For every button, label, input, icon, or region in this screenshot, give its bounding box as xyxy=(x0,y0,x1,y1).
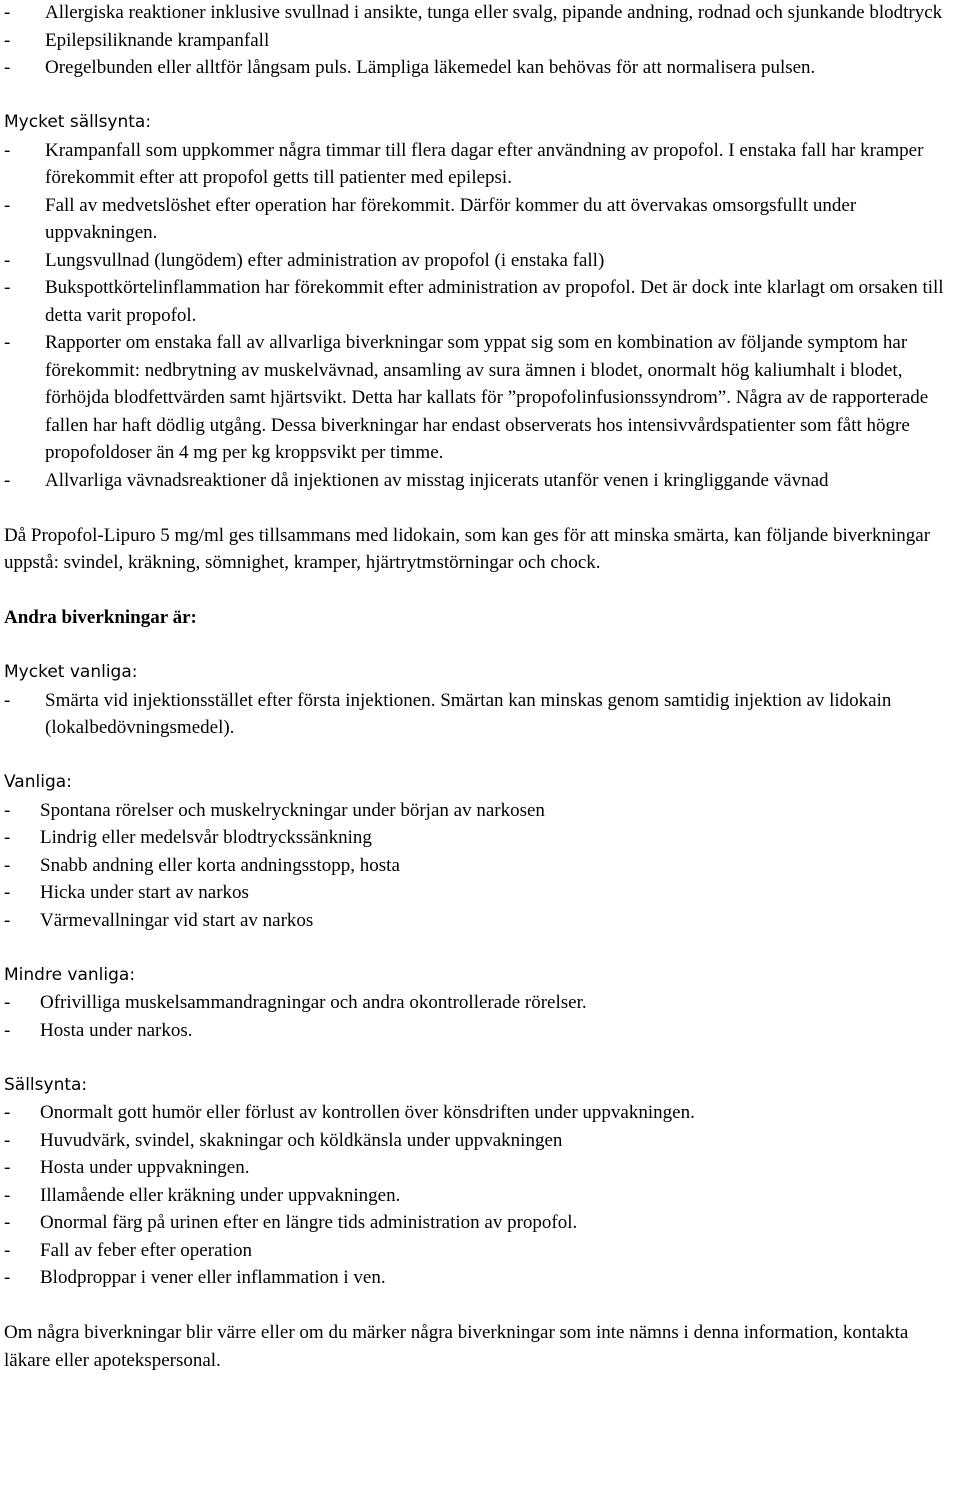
list-item xyxy=(4,274,954,329)
list-item-text: Fall av feber efter operation xyxy=(40,1239,253,1261)
list-item-text: Fall av medvetslöshet efter operation har förekommit. Därför kommer du att övervakas omsorgsfullt under uppvakningen. xyxy=(45,194,857,243)
list-item xyxy=(4,137,954,192)
list-item xyxy=(4,852,954,880)
list-item-text: Ofrivilliga muskelsammandragningar och andra okontrollerade rörelser. xyxy=(40,992,587,1013)
bullet-dash: - xyxy=(4,854,11,876)
bullet-dash: - xyxy=(4,827,11,848)
list-item-text: Onormalt gott humör eller förlust av kontrollen över könsdriften under uppvakningen. xyxy=(40,1102,695,1123)
list-item-text: Snabb andning eller korta andningsstopp, hosta xyxy=(40,854,400,876)
list-item xyxy=(4,1264,954,1292)
list-item-text: Allergiska reaktioner inklusive svullnad i ansikte, tunga eller svalg, pipande andning, rodnad och sjunkande blodtryck xyxy=(45,2,943,23)
list-item-text: Hicka under start av narkos xyxy=(40,882,249,903)
very-rare-heading: Mycket sällsynta: xyxy=(4,112,152,132)
list-item xyxy=(4,0,954,27)
bullet-dash: - xyxy=(4,799,11,821)
list-item xyxy=(4,467,954,495)
list-item-text: Smärta vid injektionsstället efter första injektionen. Smärtan kan minskas genom samtidig injektion av lidokain (lokalbedövningsmedel). xyxy=(45,689,892,738)
document-page xyxy=(4,0,954,1374)
bullet-dash: - xyxy=(4,1239,11,1261)
top-list xyxy=(4,0,954,82)
bullet-dash: - xyxy=(4,992,11,1013)
list-item xyxy=(4,247,954,275)
list-item xyxy=(4,1099,954,1127)
very-common-list xyxy=(4,687,954,742)
uncommon-list xyxy=(4,989,954,1044)
bullet-dash: - xyxy=(4,139,11,161)
list-item xyxy=(4,824,954,852)
list-item xyxy=(4,907,954,935)
list-item-text: Rapporter om enstaka fall av allvarliga biverkningar som yppat sig som en kombination av följande symptom har förekommit: nedbrytning av muskelvävnad, ansamling av sura ämnen i blodet, onormalt hög kaliumhalt i blodet, förhöjda blodfettvärden samt hjärtsvikt. Detta har kallats för ”propofolinfusionssyndrom”. Några av de rapporterade fallen har haft dödlig utgång. Dessa biverkningar har endast observerats hos intensivvårdspatienter som fått högre propofoldoser än 4 mg per kg kroppsvikt per timme. xyxy=(45,332,929,463)
bullet-dash: - xyxy=(4,249,11,271)
list-item xyxy=(4,329,954,467)
list-item xyxy=(4,1209,954,1237)
list-item-text: Illamående eller kräkning under uppvakningen. xyxy=(40,1184,401,1206)
list-item-text: Värmevallningar vid start av narkos xyxy=(40,909,314,931)
common-list xyxy=(4,797,954,935)
list-item-text: Hosta under uppvakningen. xyxy=(40,1157,250,1178)
bullet-dash: - xyxy=(4,689,11,711)
rare-list xyxy=(4,1099,954,1292)
list-item xyxy=(4,1237,954,1265)
bullet-dash: - xyxy=(4,1212,11,1233)
list-item xyxy=(4,687,954,742)
list-item-text: Lindrig eller medelsvår blodtryckssänkning xyxy=(40,827,372,848)
very-common-heading: Mycket vanliga: xyxy=(4,662,138,682)
list-item-text: Krampanfall som uppkommer några timmar till flera dagar efter användning av propofol. I enstaka fall har kramper förekommit efter att propofol getts till patienter med epilepsi. xyxy=(45,139,924,188)
list-item xyxy=(4,1182,954,1210)
list-item xyxy=(4,1017,954,1045)
list-item-text: Bukspottkörtelinflammation har förekommit efter administration av propofol. Det är dock inte klarlagt om orsaken till detta varit propofol. xyxy=(45,277,944,326)
bullet-dash: - xyxy=(4,1267,11,1288)
other-side-effects-heading: Andra biverkningar är: xyxy=(4,607,197,628)
bullet-dash: - xyxy=(4,1184,11,1206)
bullet-dash: - xyxy=(4,57,11,78)
bullet-dash: - xyxy=(4,1129,11,1151)
bullet-dash: - xyxy=(4,1157,11,1178)
rare-heading: Sällsynta: xyxy=(4,1074,88,1095)
list-item xyxy=(4,1154,954,1182)
list-item-text: Spontana rörelser och muskelryckningar under början av narkosen xyxy=(40,799,545,821)
bullet-dash: - xyxy=(4,194,11,216)
lidocaine-paragraph: Då Propofol-Lipuro 5 mg/ml ges tillsammans med lidokain, som kan ges för att minska smärta, kan följande biverkningar uppstå: svindel, kräkning, sömnighet, kramper, hjärtrytmstörningar och chock. xyxy=(4,524,931,573)
bullet-dash: - xyxy=(4,469,11,491)
list-item-text: Onormal färg på urinen efter en längre tids administration av propofol. xyxy=(40,1212,578,1233)
list-item xyxy=(4,27,954,55)
list-item xyxy=(4,797,954,825)
list-item-text: Allvarliga vävnadsreaktioner då injektionen av misstag injicerats utanför venen i kringliggande vävnad xyxy=(45,469,829,491)
bullet-dash: - xyxy=(4,909,11,931)
list-item-text: Oregelbunden eller alltför långsam puls. Lämpliga läkemedel kan behövas för att normalisera pulsen. xyxy=(45,57,816,78)
list-item xyxy=(4,989,954,1017)
very-rare-list xyxy=(4,137,954,495)
list-item xyxy=(4,1127,954,1155)
list-item xyxy=(4,54,954,82)
common-heading: Vanliga: xyxy=(4,772,72,792)
bullet-dash: - xyxy=(4,29,11,51)
bullet-dash: - xyxy=(4,1102,11,1123)
list-item xyxy=(4,192,954,247)
list-item-text: Epilepsiliknande krampanfall xyxy=(45,29,270,51)
list-item-text: Lungsvullnad (lungödem) efter administration av propofol (i enstaka fall) xyxy=(45,249,605,271)
closing-paragraph: Om några biverkningar blir värre eller om du märker några biverkningar som inte nämns i denna information, kontakta läkare eller apotekspersonal. xyxy=(4,1322,909,1371)
list-item-text: Huvudvärk, svindel, skakningar och köldkänsla under uppvakningen xyxy=(40,1129,563,1151)
bullet-dash: - xyxy=(4,882,11,903)
bullet-dash: - xyxy=(4,332,11,353)
list-item-text: Blodproppar i vener eller inflammation i ven. xyxy=(40,1267,386,1288)
uncommon-heading: Mindre vanliga: xyxy=(4,964,136,985)
bullet-dash: - xyxy=(4,277,11,298)
bullet-dash: - xyxy=(4,1019,11,1041)
list-item-text: Hosta under narkos. xyxy=(40,1019,193,1041)
bullet-dash: - xyxy=(4,2,11,23)
list-item xyxy=(4,879,954,907)
